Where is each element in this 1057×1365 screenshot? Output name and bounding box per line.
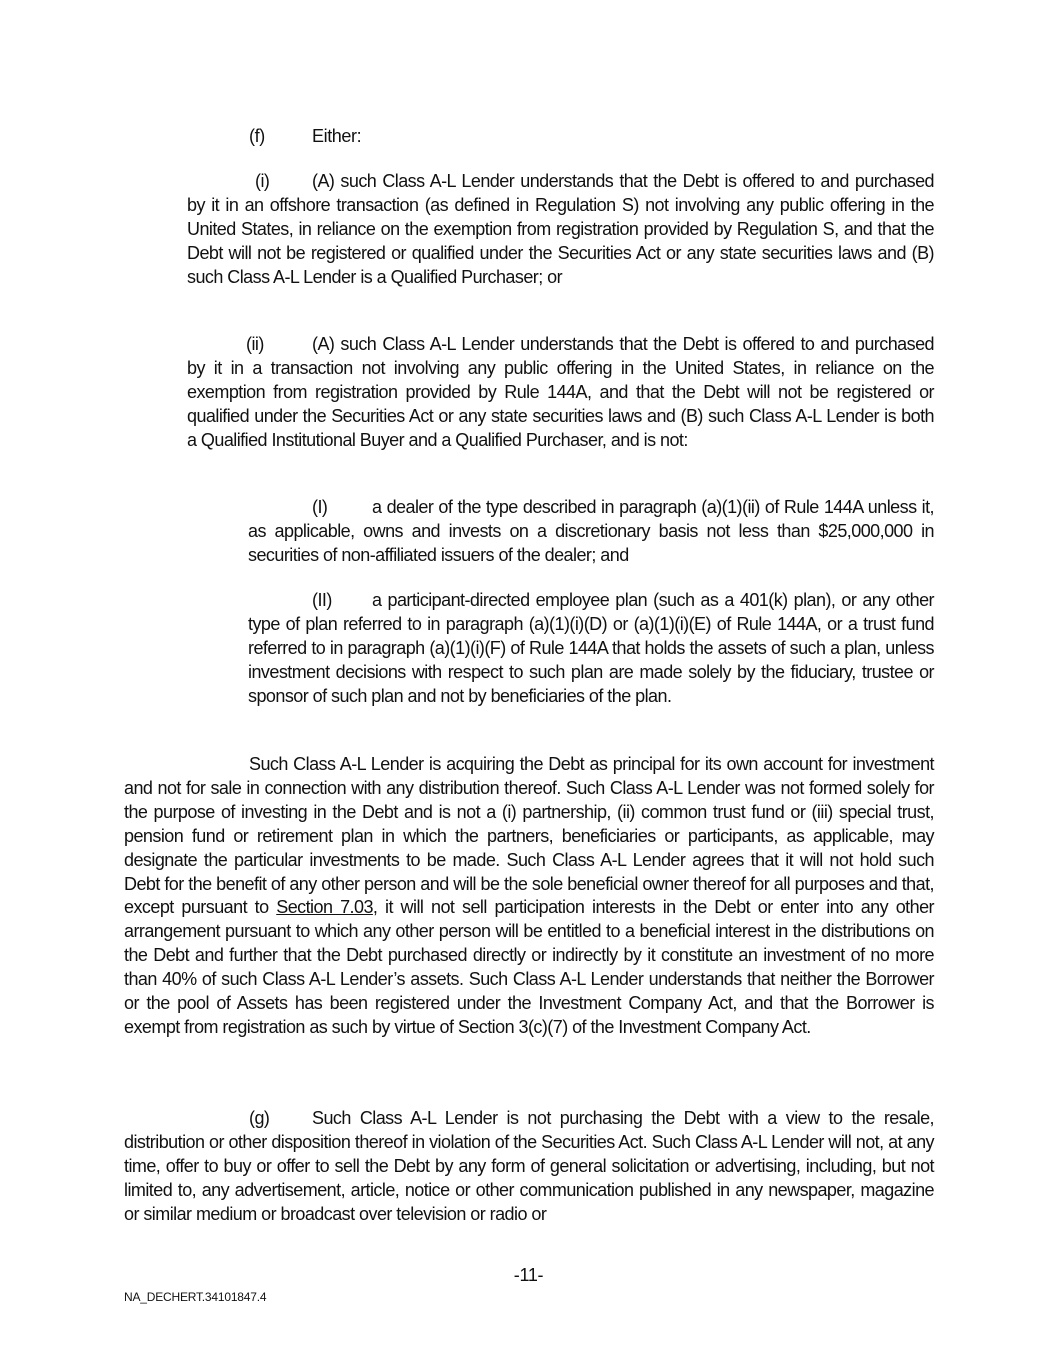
section-f-label: (f): [249, 126, 265, 146]
clause-ii: [187, 333, 934, 453]
section-g: [124, 1107, 934, 1227]
clause-II-text: a participant-directed employee plan (such as a 401(k) plan), or any other type of plan referred to in paragraph (a)(1)(i)(D) or (a)(1)(i)(E) of Rule 144A, or a trust fund referred to in paragraph (a)(1)(i)(F) of Rule 144A that holds the assets of such a plan, unless investment decisions with respect to such plan are made solely by the fiduciary, trustee or sponsor of such plan and not by beneficiaries of the plan.: [248, 590, 934, 706]
clause-I-label: (I): [312, 497, 328, 517]
document-id: NA_DECHERT.34101847.4: [124, 1290, 267, 1304]
paragraph-principal-text-2: , it will not sell participation interests in the Debt or enter into any other arrangement pursuant to which any other person will be entitled to a beneficial interest in the distributions on the Debt and further that the Debt purchased directly or indirectly by it constitute an investment of no more than 40% of such Class A-L Lender’s assets. Such Class A-L Lender understands that neither the Borrower or the pool of Assets has been registered under the Investment Company Act, and that the Borrower is exempt from registration as such by virtue of Section 3(c)(7) of the Investment Company Act.: [124, 897, 934, 1037]
section-g-label: (g): [249, 1108, 270, 1128]
clause-i: [187, 170, 934, 290]
section-g-text: Such Class A-L Lender is not purchasing the Debt with a view to the resale, distribution or other disposition thereof in violation of the Securities Act. Such Class A-L Lender will not, at any time, offer to buy or offer to sell the Debt by any form of general solicitation or advertising, including, but not limited to, any advertisement, article, notice or other communication published in any newspaper, magazine or similar medium or broadcast over television or radio or: [124, 1108, 934, 1224]
clause-i-text: such Class A-L Lender understands that the Debt is offered to and purchased by it in an offshore transaction (as defined in Regulation S) not involving any public offering in the United States, in reliance on the exemption from registration provided by Regulation S, and that the Debt will not be registered or qualified under the Securities Act or any state securities laws and (B) such Class A-L Lender is a Qualified Purchaser; or: [187, 171, 934, 287]
clause-II-label: (II): [312, 590, 332, 610]
paragraph-principal: [124, 753, 934, 1040]
clause-ii-label: (ii): [246, 334, 264, 354]
clause-I-text: a dealer of the type described in paragraph (a)(1)(ii) of Rule 144A unless it, as applicable, owns and invests on a discretionary basis not less than $25,000,000 in securities of non-affiliated issuers of the dealer; and: [248, 497, 934, 565]
section-7-03-link[interactable]: Section 7.03: [276, 897, 373, 918]
clause-I: [248, 496, 934, 568]
page-number: -11-: [513, 1265, 544, 1285]
clause-II: [248, 589, 934, 709]
clause-i-label: (i): [255, 171, 270, 191]
clause-ii-lead: (A): [312, 334, 335, 354]
section-f-text: Either:: [312, 126, 362, 146]
clause-ii-text: such Class A-L Lender understands that the Debt is offered to and purchased by it in a transaction not involving any public offering in the United States, in reliance on the exemption from registration provided by Rule 144A, and that the Debt will not be registered or qualified under the Securities Act or any state securities laws and (B) such Class A-L Lender is both a Qualified Institutional Buyer and a Qualified Purchaser, and is not:: [187, 334, 934, 450]
clause-i-lead: (A): [312, 171, 335, 191]
paragraph-principal-text-1: Such Class A-L Lender is acquiring the Debt as principal for its own account for investment and not for sale in connection with any distribution thereof. Such Class A-L Lender was not formed solely for the purpose of investing in the Debt and is not a (i) partnership, (ii) common trust fund or (iii) special trust, pension fund or retirement plan in which the partners, beneficiaries or participants, as applicable, may designate the particular investments to be made. Such Class A-L Lender agrees that it will not hold such Debt for the benefit of any other person and will be the sole beneficial owner thereof for all purposes and that, except pursuant to: [124, 754, 934, 918]
